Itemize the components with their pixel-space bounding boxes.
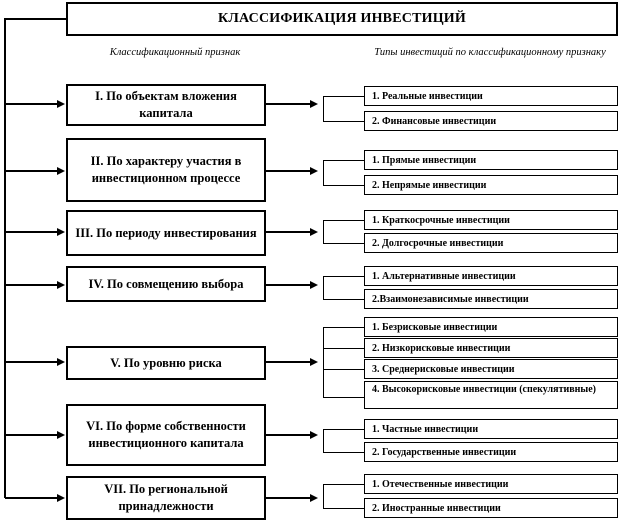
branch-line-3	[5, 231, 57, 233]
bracket-tick-2a	[323, 160, 364, 161]
branch-line-1	[5, 103, 57, 105]
diagram-title: КЛАССИФИКАЦИЯ ИНВЕСТИЦИЙ	[66, 2, 618, 36]
left-column-header: Классификационный признак	[109, 47, 241, 58]
category-box-2: II. По характеру участия в инвестиционном процессе	[66, 138, 266, 202]
bracket-tick-7a	[323, 484, 364, 485]
bracket-tick-1a	[323, 96, 364, 97]
cat-arrow-head-2	[310, 167, 318, 175]
type-box-3-2: 2. Долгосрочные инвестиции	[364, 233, 618, 253]
bracket-tick-6a	[323, 429, 364, 430]
type-box-2-1: 1. Прямые инвестиции	[364, 150, 618, 170]
cat-arrow-line-1	[266, 103, 310, 105]
type-box-5-4: 4. Высокорисковые инвестиции (спекулятивные)	[364, 381, 618, 409]
type-box-1-1: 1. Реальные инвестиции	[364, 86, 618, 106]
cat-arrow-head-4	[310, 281, 318, 289]
cat-arrow-head-7	[310, 494, 318, 502]
arrow-head-6	[57, 431, 65, 439]
type-box-4-1: 1. Альтернативные инвестиции	[364, 266, 618, 286]
branch-line-5	[5, 361, 57, 363]
bracket-tick-5d	[323, 397, 364, 398]
bracket-tick-2b	[323, 185, 364, 186]
type-box-5-2: 2. Низкорисковые инвестиции	[364, 338, 618, 358]
type-box-5-1: 1. Безрисковые инвестиции	[364, 317, 618, 337]
type-box-4-2: 2.Взаимонезависимые инвестиции	[364, 289, 618, 309]
bracket-tick-3a	[323, 220, 364, 221]
type-box-6-2: 2. Государственные инвестиции	[364, 442, 618, 462]
cat-arrow-line-3	[266, 231, 310, 233]
category-box-4: IV. По совмещению выбора	[66, 266, 266, 302]
arrow-head-7	[57, 494, 65, 502]
cat-arrow-line-4	[266, 284, 310, 286]
branch-line-4	[5, 284, 57, 286]
bracket-tick-4b	[323, 299, 364, 300]
cat-arrow-head-6	[310, 431, 318, 439]
branch-line-6	[5, 434, 57, 436]
arrow-head-3	[57, 228, 65, 236]
arrow-head-4	[57, 281, 65, 289]
arrow-head-5	[57, 358, 65, 366]
bracket-tick-6b	[323, 452, 364, 453]
bracket-tick-1b	[323, 121, 364, 122]
bracket-line-3	[323, 220, 324, 244]
arrow-head-1	[57, 100, 65, 108]
bracket-tick-5b	[323, 348, 364, 349]
type-box-2-2: 2. Непрямые инвестиции	[364, 175, 618, 195]
cat-arrow-line-5	[266, 361, 310, 363]
type-box-5-3: 3. Среднерисковые инвестиции	[364, 359, 618, 379]
arrow-head-2	[57, 167, 65, 175]
bracket-line-2	[323, 160, 324, 186]
cat-arrow-line-2	[266, 170, 310, 172]
bracket-line-4	[323, 276, 324, 300]
cat-arrow-line-7	[266, 497, 310, 499]
bracket-line-1	[323, 96, 324, 122]
main-trunk-line	[4, 18, 6, 498]
branch-line-2	[5, 170, 57, 172]
category-box-5: V. По уровню риска	[66, 346, 266, 380]
cat-arrow-head-1	[310, 100, 318, 108]
bracket-tick-5c	[323, 369, 364, 370]
trunk-top-connector	[4, 18, 66, 20]
type-box-3-1: 1. Краткосрочные инвестиции	[364, 210, 618, 230]
cat-arrow-head-3	[310, 228, 318, 236]
right-column-header: Типы инвестиций по классификационному признаку	[374, 47, 606, 58]
bracket-tick-3b	[323, 243, 364, 244]
type-box-6-1: 1. Частные инвестиции	[364, 419, 618, 439]
bracket-tick-7b	[323, 508, 364, 509]
branch-line-7	[5, 497, 57, 499]
cat-arrow-head-5	[310, 358, 318, 366]
bracket-line-7	[323, 484, 324, 509]
category-box-6: VI. По форме собственности инвестиционного капитала	[66, 404, 266, 466]
bracket-line-6	[323, 429, 324, 453]
category-box-3: III. По периоду инвестирования	[66, 210, 266, 256]
bracket-tick-5a	[323, 327, 364, 328]
bracket-line-5	[323, 327, 324, 398]
type-box-7-2: 2. Иностранные инвестиции	[364, 498, 618, 518]
bracket-tick-4a	[323, 276, 364, 277]
cat-arrow-line-6	[266, 434, 310, 436]
type-box-1-2: 2. Финансовые инвестиции	[364, 111, 618, 131]
category-box-7: VII. По региональной принадлежности	[66, 476, 266, 520]
type-box-7-1: 1. Отечественные инвестиции	[364, 474, 618, 494]
category-box-1: I. По объектам вложения капитала	[66, 84, 266, 126]
